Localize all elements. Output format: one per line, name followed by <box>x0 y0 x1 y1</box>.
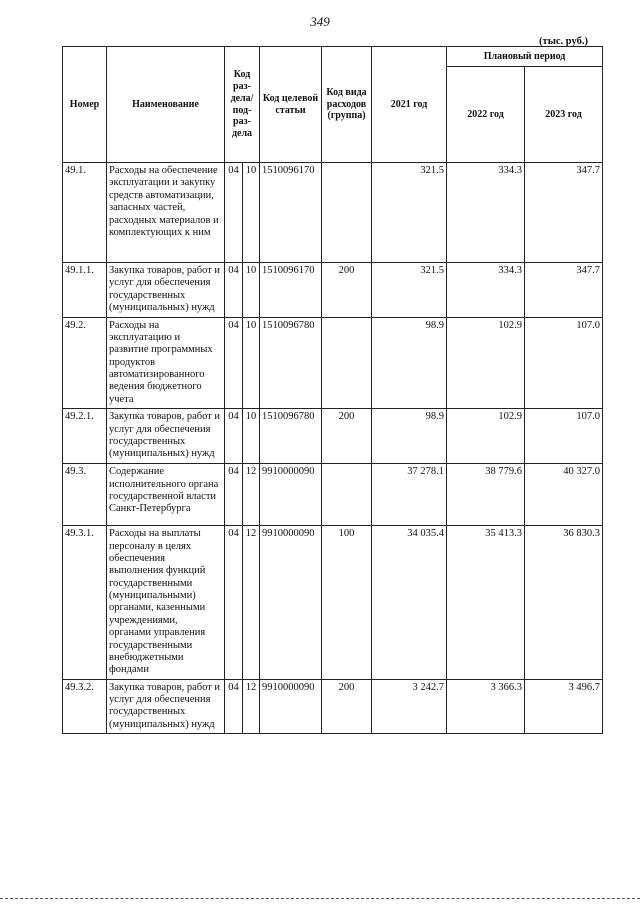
row-target: 1510096780 <box>260 409 322 464</box>
row-expense-type: 200 <box>322 409 372 464</box>
row-target: 9910000090 <box>260 464 322 526</box>
row-section: 04 <box>225 263 243 318</box>
row-subsection: 12 <box>243 679 260 734</box>
row-2022: 102.9 <box>447 409 525 464</box>
row-name: Расходы на эксплуатацию и развитие программных продуктов автоматизированного ведения бюджетного учета <box>107 317 225 409</box>
row-expense-type <box>322 464 372 526</box>
row-expense-type <box>322 163 372 263</box>
row-subsection: 12 <box>243 526 260 680</box>
row-2021: 321.5 <box>372 163 447 263</box>
header-2021: 2021 год <box>372 47 447 163</box>
row-2021: 37 278.1 <box>372 464 447 526</box>
row-target: 9910000090 <box>260 526 322 680</box>
row-2021: 98.9 <box>372 317 447 409</box>
row-target: 1510096170 <box>260 263 322 318</box>
row-section: 04 <box>225 679 243 734</box>
row-2023: 107.0 <box>525 317 603 409</box>
row-2022: 38 779.6 <box>447 464 525 526</box>
row-name: Закупка товаров, работ и услуг для обеспечения государственных (муниципальных) нужд <box>107 679 225 734</box>
row-subsection: 12 <box>243 464 260 526</box>
header-plan-period: Плановый период <box>447 47 603 67</box>
units-label: (тыс. руб.) <box>539 36 588 47</box>
header-section: Код раз-дела/ под-раз-дела <box>225 47 260 163</box>
header-number: Номер <box>63 47 107 163</box>
row-2023: 107.0 <box>525 409 603 464</box>
row-name: Расходы на выплаты персоналу в целях обеспечения выполнения функций государственными (муниципальными) органами, казенными учреждениями, органами управления государственными внебюджетными фондами <box>107 526 225 680</box>
row-target: 1510096780 <box>260 317 322 409</box>
row-expense-type: 200 <box>322 679 372 734</box>
table-row <box>63 163 603 263</box>
row-target: 9910000090 <box>260 679 322 734</box>
row-target: 1510096170 <box>260 163 322 263</box>
row-section: 04 <box>225 409 243 464</box>
row-subsection: 10 <box>243 317 260 409</box>
row-2022: 35 413.3 <box>447 526 525 680</box>
row-2022: 334.3 <box>447 163 525 263</box>
row-expense-type: 100 <box>322 526 372 680</box>
row-section: 04 <box>225 464 243 526</box>
table-row <box>63 464 603 526</box>
row-number: 49.3.1. <box>63 526 107 680</box>
row-expense-type <box>322 317 372 409</box>
header-2023: 2023 год <box>525 67 603 163</box>
header-2022: 2022 год <box>447 67 525 163</box>
row-2021: 34 035.4 <box>372 526 447 680</box>
row-number: 49.3. <box>63 464 107 526</box>
row-subsection: 10 <box>243 163 260 263</box>
table-row <box>63 526 603 680</box>
row-2021: 98.9 <box>372 409 447 464</box>
row-name: Расходы на обеспечение эксплуатации и закупку средств автоматизации, запасных частей, расходных материалов и комплектующих к ним <box>107 163 225 263</box>
row-2022: 102.9 <box>447 317 525 409</box>
header-name: Наименование <box>107 47 225 163</box>
row-subsection: 10 <box>243 263 260 318</box>
row-2021: 321.5 <box>372 263 447 318</box>
row-2023: 3 496.7 <box>525 679 603 734</box>
row-2022: 3 366.3 <box>447 679 525 734</box>
row-2023: 40 327.0 <box>525 464 603 526</box>
row-subsection: 10 <box>243 409 260 464</box>
row-number: 49.3.2. <box>63 679 107 734</box>
row-name: Содержание исполнительного органа государственной власти Санкт-Петербурга <box>107 464 225 526</box>
row-name: Закупка товаров, работ и услуг для обеспечения государственных (муниципальных) нужд <box>107 263 225 318</box>
row-2021: 3 242.7 <box>372 679 447 734</box>
row-2023: 36 830.3 <box>525 526 603 680</box>
row-number: 49.2.1. <box>63 409 107 464</box>
budget-table <box>62 46 603 734</box>
header-target: Код целевой статьи <box>260 47 322 163</box>
footer-divider <box>0 898 640 899</box>
row-2023: 347.7 <box>525 163 603 263</box>
table-row <box>63 409 603 464</box>
row-number: 49.2. <box>63 317 107 409</box>
table-row <box>63 679 603 734</box>
page-number: 349 <box>310 14 330 29</box>
row-name: Закупка товаров, работ и услуг для обеспечения государственных (муниципальных) нужд <box>107 409 225 464</box>
row-section: 04 <box>225 526 243 680</box>
row-2022: 334.3 <box>447 263 525 318</box>
row-number: 49.1.1. <box>63 263 107 318</box>
table-row <box>63 263 603 318</box>
header-expense-type: Код вида расходов (группа) <box>322 47 372 163</box>
table-row <box>63 317 603 409</box>
row-2023: 347.7 <box>525 263 603 318</box>
row-section: 04 <box>225 317 243 409</box>
row-section: 04 <box>225 163 243 263</box>
row-number: 49.1. <box>63 163 107 263</box>
row-expense-type: 200 <box>322 263 372 318</box>
